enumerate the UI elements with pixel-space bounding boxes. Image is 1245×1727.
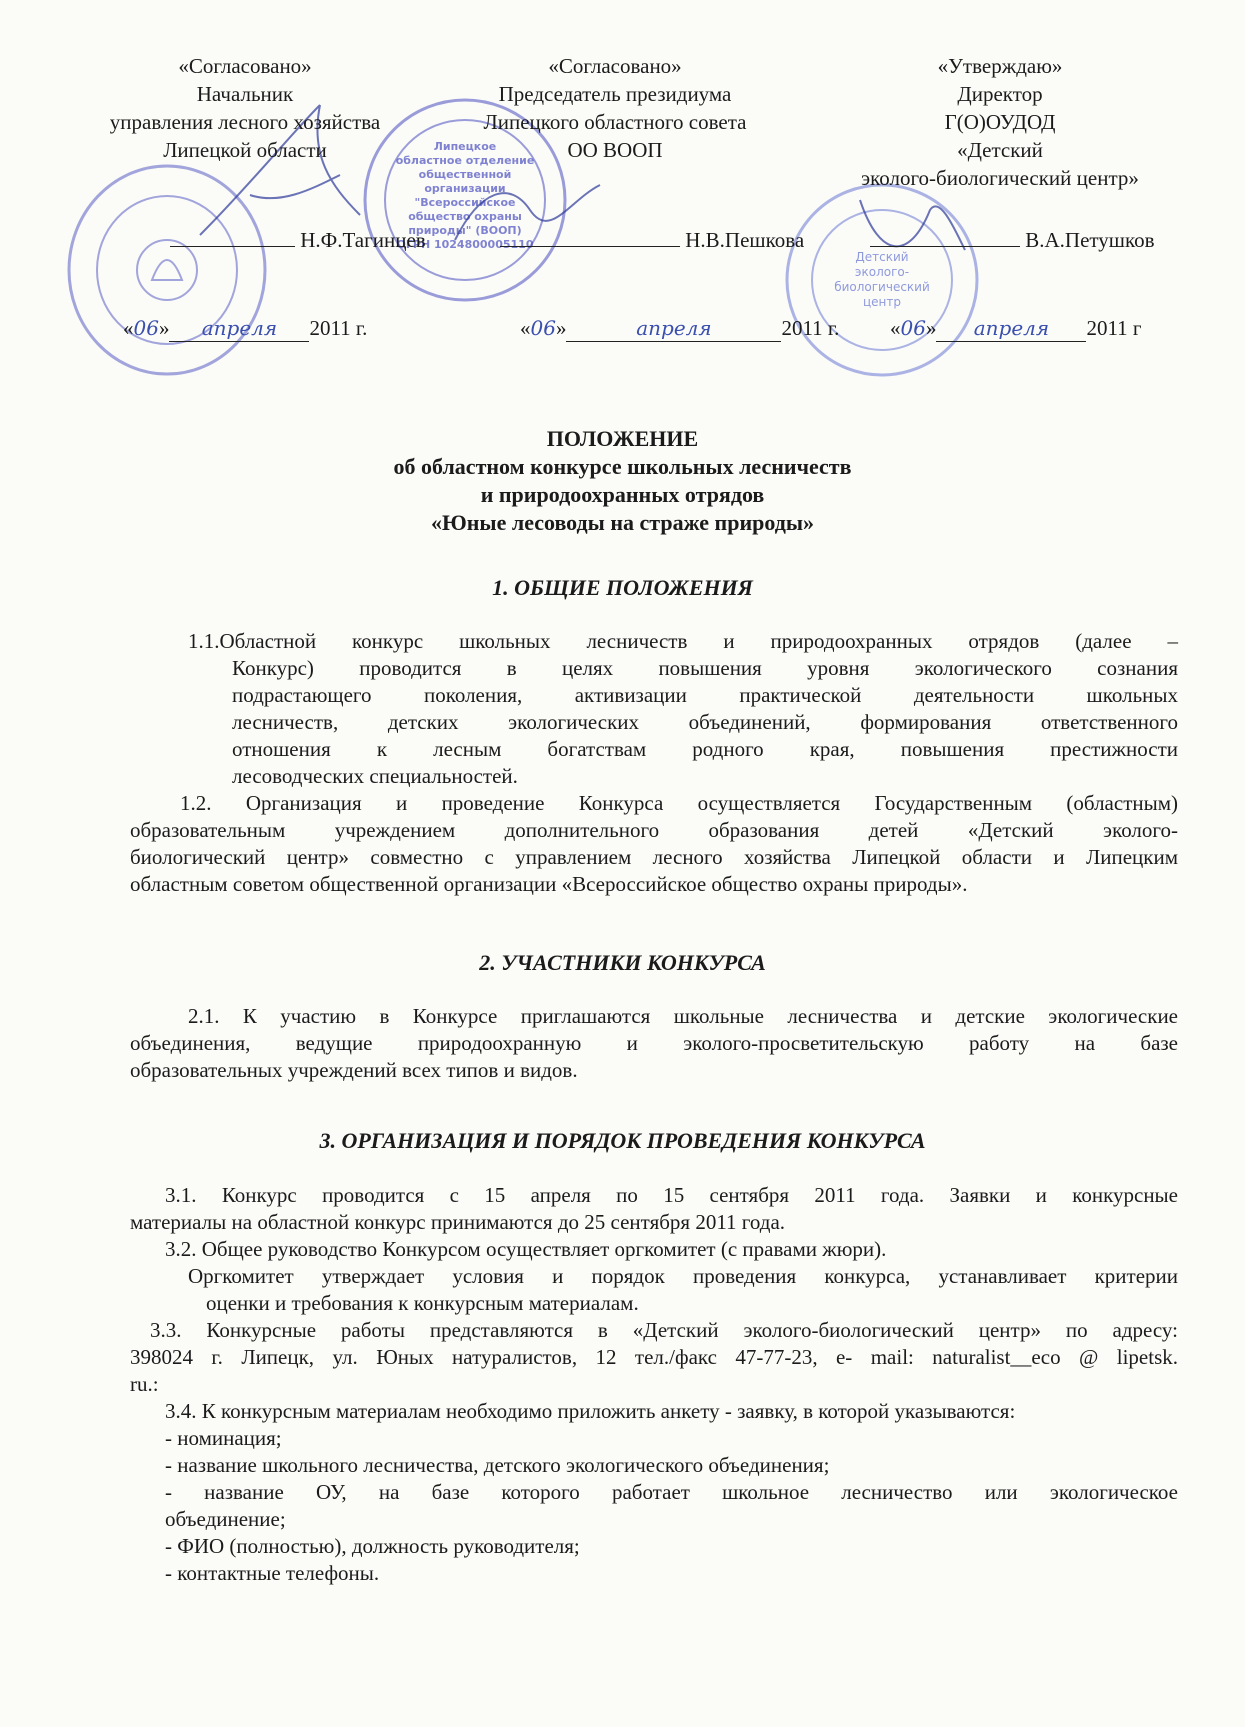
date-month: апреля [973, 316, 1050, 340]
stamp-right-text: Детский эколого-биологический центр [834, 250, 930, 309]
approval-line: Липецкого областного совета [483, 110, 747, 134]
text-line: 398024 г. Липецк, ул. Юных натуралистов, 12 тел./факс 47-77-23, е- mail: naturalist__eco @ lipetsk. [130, 1345, 1178, 1369]
stamp-middle-text: Липецкое областное отделение общественной организации "Всероссийское общество охраны природы" (ВООП) ОГРН 1024800005110 [395, 140, 535, 251]
date-month: апреля [201, 316, 278, 340]
list-item: - название школьного лесничества, детского экологического объединения; [165, 1453, 830, 1477]
text-line: 2.1. К участию в Конкурсе приглашаются школьные лесничества и детские экологические [188, 1004, 1178, 1028]
list-item: - ФИО (полностью), должность руководителя; [165, 1534, 580, 1558]
list-item: - номинация; [165, 1426, 282, 1450]
approval-line: управления лесного хозяйства [109, 110, 381, 134]
signer-name: Н.Ф.Тагинцев [300, 228, 426, 252]
date-day: 06 [530, 316, 556, 340]
text-line: ru.: [130, 1372, 159, 1396]
document-title [0, 425, 1245, 537]
text-line: 1.1.Областной конкурс школьных лесничеств и природоохранных отрядов (далее – [188, 629, 1178, 653]
approval-line: «Детский [957, 138, 1043, 162]
title-line: «Юные лесоводы на страже природы» [430, 510, 815, 535]
date-line-middle: «06» апреля 2011 г. [520, 316, 840, 340]
text-line: биологический центр» совместно с управлением лесного хозяйства Липецкой области и Липецким [130, 845, 1178, 869]
approval-line: ОО ВООП [567, 138, 663, 162]
date-day: 06 [133, 316, 159, 340]
signature-line-left [170, 228, 426, 253]
title-line: ПОЛОЖЕНИЕ [546, 426, 699, 451]
text-line: лесоводческих специальностей. [232, 764, 518, 788]
approval-status: «Согласовано» [548, 54, 682, 78]
text-line: областным советом общественной организации «Всероссийское общество охраны природы». [130, 872, 968, 896]
list-item: - название ОУ, на базе которого работает школьное лесничество или экологическое [165, 1480, 1178, 1504]
paragraph-3-2: 3.2. Общее руководство Конкурсом осуществляет оргкомитет (с правами жюри). [165, 1237, 887, 1261]
text-line: Оргкомитет утверждает условия и порядок проведения конкурса, устанавливает критерии [188, 1264, 1178, 1288]
text-line: образовательным учреждением дополнительного образования детей «Детский эколого- [130, 818, 1178, 842]
signer-name: В.А.Петушков [1025, 228, 1155, 252]
text-line: лесничеств, детских экологических объединений, формирования ответственного [232, 710, 1178, 734]
approval-line: Директор [957, 82, 1043, 106]
approval-status: «Согласовано» [178, 54, 312, 78]
date-line-left: «06» апреля 2011 г. [123, 316, 368, 340]
text-line: отношения к лесным богатствам родного края, повышения престижности [232, 737, 1178, 761]
list-item: объединение; [165, 1507, 286, 1531]
text-line: образовательных учреждений всех типов и видов. [130, 1058, 578, 1082]
text-line: подрастающего поколения, активизации практической деятельности школьных [232, 683, 1178, 707]
text-line: оценки и требования к конкурсным материалам. [206, 1291, 639, 1315]
approval-line: Начальник [196, 82, 294, 106]
approval-line: Председатель президиума [498, 82, 732, 106]
approval-block-right [830, 52, 1170, 192]
text-line: материалы на областной конкурс принимаются до 25 сентября 2011 года. [130, 1210, 786, 1234]
section-heading-1: 1. ОБЩИЕ ПОЛОЖЕНИЯ [492, 575, 753, 600]
signer-name: Н.В.Пешкова [685, 228, 805, 252]
section-heading-2: 2. УЧАСТНИКИ КОНКУРСА [479, 950, 766, 975]
date-line-right: «06» апреля 2011 г [890, 316, 1142, 340]
signature-line-middle [500, 228, 804, 253]
paragraph-3-4: 3.4. К конкурсным материалам необходимо приложить анкету - заявку, в которой указываются: [165, 1399, 1016, 1423]
date-day: 06 [900, 316, 926, 340]
signature-line-right [870, 228, 1155, 253]
text-line: 1.2. Организация и проведение Конкурса осуществляется Государственным (областным) [180, 791, 1178, 815]
approval-status: «Утверждаю» [937, 54, 1063, 78]
text-line: Конкурс) проводится в целях повышения уровня экологического сознания [232, 656, 1178, 680]
title-line: об областном конкурсе школьных лесничеств [393, 454, 852, 479]
title-line: и природоохранных отрядов [480, 482, 765, 507]
approval-block-left [95, 52, 395, 164]
approval-line: Липецкой области [163, 138, 327, 162]
section-heading-3: 3. ОРГАНИЗАЦИЯ И ПОРЯДОК ПРОВЕДЕНИЯ КОНКУРСА [319, 1128, 926, 1153]
date-month: апреля [636, 316, 712, 340]
text-line: 3.3. Конкурсные работы представляются в «Детский эколого-биологический центр» по адресу: [150, 1318, 1178, 1342]
approval-block-middle [460, 52, 770, 164]
approval-line: эколого-биологический центр» [861, 166, 1139, 190]
text-line: объединения, ведущие природоохранную и эколого-просветительскую работу на базе [130, 1031, 1178, 1055]
text-line: 3.1. Конкурс проводится с 15 апреля по 15 сентября 2011 года. Заявки и конкурсные [165, 1183, 1178, 1207]
list-item: - контактные телефоны. [165, 1561, 380, 1585]
approval-line: Г(О)ОУДОД [944, 110, 1056, 134]
